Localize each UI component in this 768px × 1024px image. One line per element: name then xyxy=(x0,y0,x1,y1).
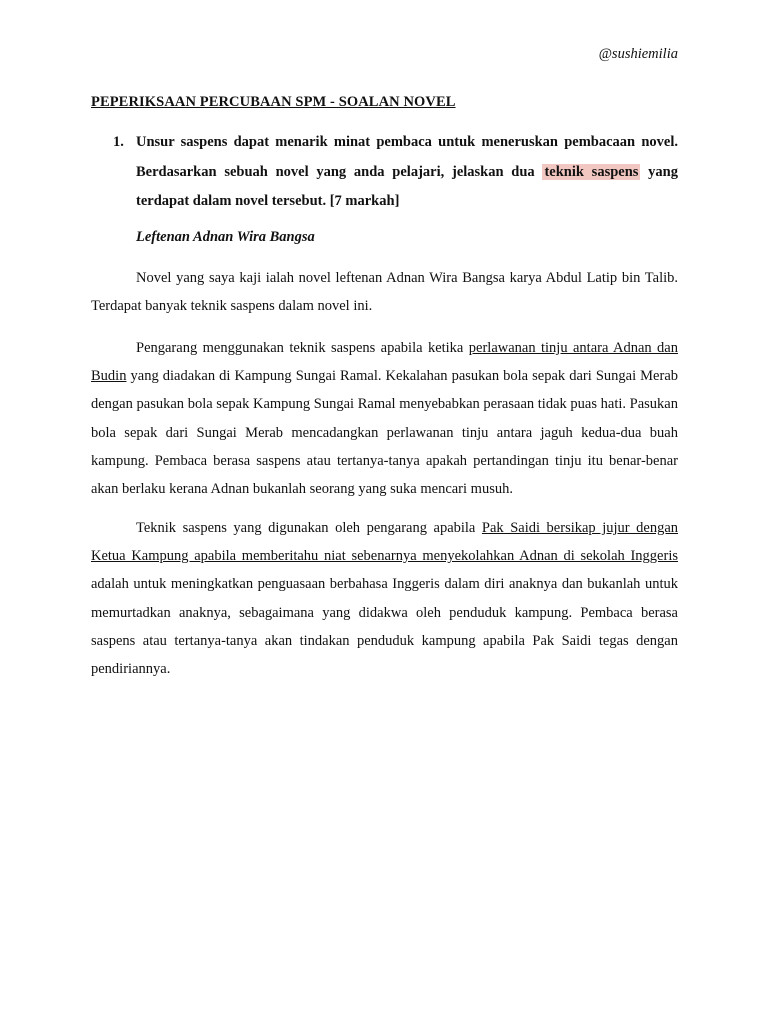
question-number: 1. xyxy=(113,134,124,150)
paragraph-point-one-after: yang diadakan di Kampung Sungai Ramal. Kekalahan pasukan bola sepak dari Sungai Merab dengan pasukan bola sepak Kampung Sungai Ramal menyebabkan perasaan tidak puas hati. Pasukan bola sepak dari Sungai Merab mencadangkan perlawanan tinju antara jaguh kedua-dua buah kampung. Pembaca berasa saspens atau tertanya-tanya apakah pertandingan tinju itu benar-benar akan berlaku kerana Adnan bukanlah seorang yang suka mencari musuh. xyxy=(91,368,678,498)
paragraph-point-two-before: Teknik saspens yang digunakan oleh pengarang apabila xyxy=(136,520,482,536)
paragraph-intro: Novel yang saya kaji ialah novel leftenan Adnan Wira Bangsa karya Abdul Latip bin Talib. Terdapat banyak teknik saspens dalam novel ini. xyxy=(91,270,678,315)
question-text-before: Unsur saspens dapat menarik minat pembaca untuk meneruskan pembacaan novel. Berdasarkan sebuah novel yang anda pelajari, jelaskan dua xyxy=(136,134,678,180)
paragraph-point-one-before: Pengarang menggunakan teknik saspens apabila ketika xyxy=(136,340,469,356)
question-text xyxy=(136,128,678,217)
paragraph-point-two xyxy=(91,514,678,683)
author-handle: @sushiemilia xyxy=(598,46,678,62)
underlined-phrase-boxing-match: perlawanan tinju antara Adnan dan Budin xyxy=(91,340,678,385)
question-block xyxy=(91,128,678,217)
paragraph-point-one xyxy=(91,334,678,503)
novel-title: Leftenan Adnan Wira Bangsa xyxy=(136,229,315,245)
underlined-phrase-pak-saidi: Pak Saidi bersikap jujur dengan Ketua Kampung apabila memberitahu niat sebenarnya menyekolahkan Adnan di sekolah Inggeris xyxy=(91,520,678,565)
paragraph-point-two-after: adalah untuk meningkatkan penguasaan berbahasa Inggeris dalam diri anaknya dan bukanlah untuk memurtadkan anaknya, sebagaimana yang didakwa oleh penduduk kampung. Pembaca berasa saspens atau tertanya-tanya akan tindakan penduduk kampung apabila Pak Saidi tegas dengan pendiriannya. xyxy=(91,576,678,678)
page-title: PEPERIKSAAN PERCUBAAN SPM - SOALAN NOVEL xyxy=(91,94,456,110)
question-text-after: yang terdapat dalam novel tersebut. [7 markah] xyxy=(136,163,678,209)
highlighted-term: teknik saspens xyxy=(544,163,639,180)
